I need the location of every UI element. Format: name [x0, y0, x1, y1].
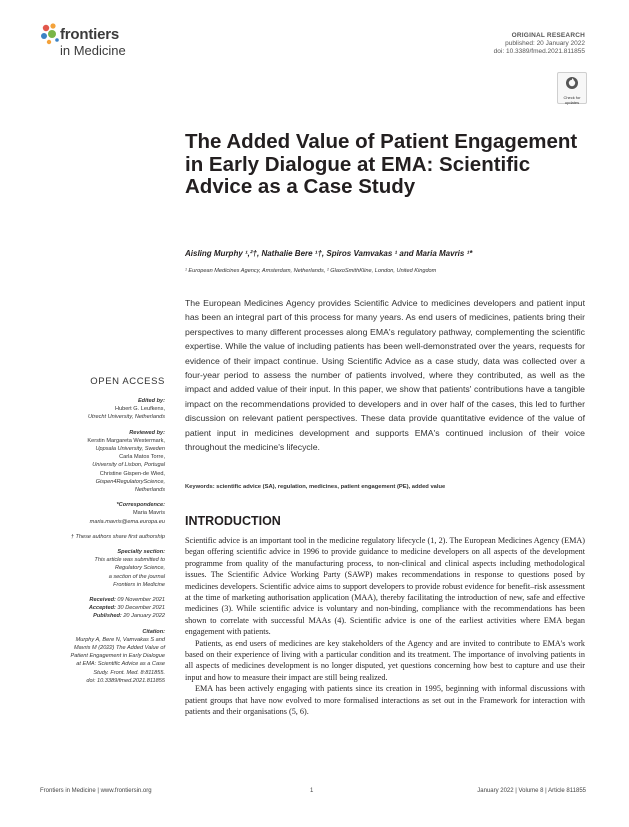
doi-header[interactable]: doi: 10.3389/fmed.2021.811855 [493, 48, 585, 55]
correspondence-name: Maria Mavris [132, 510, 165, 517]
body-paragraph: EMA has been actively engaging with patients since its creation in 1995, beginning with informal discussions with patient groups that have now evolved to more formalised interactions as set out in the Framework for interaction with patients and their organisations (5, 6). [185, 684, 585, 717]
citation-line: Murphy A, Bere N, Vamvakas S and [75, 636, 165, 643]
reviewer-line: Christine Gispen-de Wied, [99, 470, 165, 477]
accepted-row [30, 604, 165, 612]
article-title: The Added Value of Patient Engagement in Early Dialogue at EMA: Scientific Advice as a Case Study [185, 130, 578, 198]
citation-line: at EMA: Scientific Advice as a Case [76, 661, 165, 668]
received-label: Received: [89, 597, 116, 604]
published-date: 20 January 2022 [123, 613, 165, 620]
affiliations: ¹ European Medicines Agency, Amsterdam, Netherlands, ² GlaxoSmithKline, London, United Kingdom [185, 268, 437, 274]
specialty-line: a section of the journal [108, 573, 165, 580]
citation-line: doi: 10.3389/fmed.2021.811855 [86, 677, 165, 684]
reviewer-line: Kerstin Margareta Westermark, [87, 437, 165, 444]
specialty-line: This article was submitted to [94, 557, 165, 564]
published-date-header: published: 20 January 2022 [505, 40, 585, 47]
reviewed-by-label: Reviewed by: [129, 429, 165, 436]
reviewer-line: Carla Matos Torre, [119, 454, 165, 461]
body-paragraph: Scientific advice is an important tool in the medicine regulatory lifecycle (1, 2). The European Medicines Agency (EMA) began offering scientific advice in 1996 to provide guidance to medicine developers on all aspects of the development programme from quality of the manufacturing process, to non-clinical and clinical aspects including methodological issues. The Scientific Advice Working Party (SAWP) makes recommendations in response to questions posed by medicines developers. Scientific advice aims to support developers to provide robust evidence for benefit–risk assessment at the time of marketing authorisation application (MAA), thereby facilitating the introduction of new, safe and effective medicines (3). While scientific advice is voluntary and non-binding, compliance with the recommendations has been shown to correlate with successful MAAs (4). Scientific advice is one of the earliest activities where EMA began engagement with patients. [185, 536, 585, 637]
accepted-label: Accepted: [88, 605, 116, 612]
check-for-updates-badge[interactable] [557, 72, 587, 104]
correspondence-email[interactable]: maria.mavris@ema.europa.eu [89, 518, 165, 525]
specialty-line: Frontiers in Medicine [113, 581, 165, 588]
article-header-meta [494, 32, 585, 56]
journal-logo [40, 18, 150, 60]
editor-affiliation: Utrecht University, Netherlands [88, 414, 165, 421]
citation-line: Mavris M (2022) The Added Value of [74, 645, 165, 652]
open-access-label: OPEN ACCESS [90, 376, 165, 387]
received-row [30, 596, 165, 604]
reviewer-line: University of Lisbon, Portugal [92, 462, 165, 469]
edited-by-label: Edited by: [137, 398, 165, 404]
keywords: Keywords: scientific advice (SA), regulation, medicines, patient engagement (PE), added value [185, 484, 446, 490]
body-paragraph: Patients, as end users of medicines are key stakeholders of the Agency and are invited to contribute to EMA's work based on their experience of living with a particular condition and its treatment. The importance of involving patients in all aspects of medicines development is no longer disputed, yet questions concerning how best to capture and use their input and how to measure their impact are still being realized. [185, 638, 585, 682]
published-label: Published: [93, 613, 122, 620]
page-number: 1 [310, 788, 314, 794]
specialty-section-label: Specialty section: [117, 549, 165, 556]
citation-label: Citation: [142, 628, 165, 635]
abstract: The European Medicines Agency provides Scientific Advice to medicines developers and patient input has been an integral part of this process for many years. As end users of medicines, patients bring their perspectives to many different processes along EMA's regulatory pathway, complementing the scientific expertise. While the value of including patients has been well-demonstrated over the years, requests for evidence of their impact continue. Using Scientific Advice as a case study, data was collected over a four-year period to assess the number of patients involved, where they contributed, as well as the impact and added value of their input. In this paper, we show that patients' contributions have a tangible impact on the recommendations provided to developers and in over half of the cases, this led to further discussion on relevant patient perspectives. These data provide quantitative evidence of the value of patient input in medicines development and supports EMA's continued inclusion of their voice throughout the medicine's lifecycle. [185, 298, 585, 453]
citation-line: Study. Front. Med. 8:811855. [93, 669, 165, 676]
introduction-body [185, 535, 585, 718]
frontiers-logo-icon [40, 22, 62, 46]
received-date: 09 November 2021 [117, 597, 165, 604]
article-type: ORIGINAL RESEARCH [511, 32, 585, 39]
badge-label-1: Check for [563, 95, 581, 100]
reviewer-line: Netherlands [134, 487, 165, 494]
correspondence-label: *Correspondence: [116, 502, 165, 509]
reviewer-line: Gispen4RegulatoryScience, [95, 478, 165, 485]
published-row [30, 612, 165, 620]
update-check-icon [565, 76, 579, 90]
editor-name: Hubert G. Leufkens, [114, 406, 165, 413]
specialty-line: Regulatory Science, [114, 565, 165, 572]
logo-word-frontiers: frontiers [60, 26, 120, 43]
author-list: Aisling Murphy ¹,²†, Nathalie Bere ¹†, Spiros Vamvakas ¹ and Maria Mavris ¹* [185, 249, 473, 258]
logo-word-journal: in Medicine [60, 43, 126, 58]
badge-label-2: updates [564, 99, 580, 105]
reviewer-line: Uppsala University, Sweden [95, 446, 165, 453]
equal-contribution-note: † These authors share first authorship [70, 533, 165, 540]
footer-journal-link[interactable]: Frontiers in Medicine | www.frontiersin.org [40, 788, 152, 794]
citation-line: Patient Engagement in Early Dialogue [70, 653, 165, 660]
article-sidebar [30, 397, 165, 685]
accepted-date: 30 December 2021 [117, 605, 165, 612]
section-heading-introduction: INTRODUCTION [185, 514, 281, 528]
footer-issue-info: January 2022 | Volume 8 | Article 811855 [477, 788, 586, 794]
